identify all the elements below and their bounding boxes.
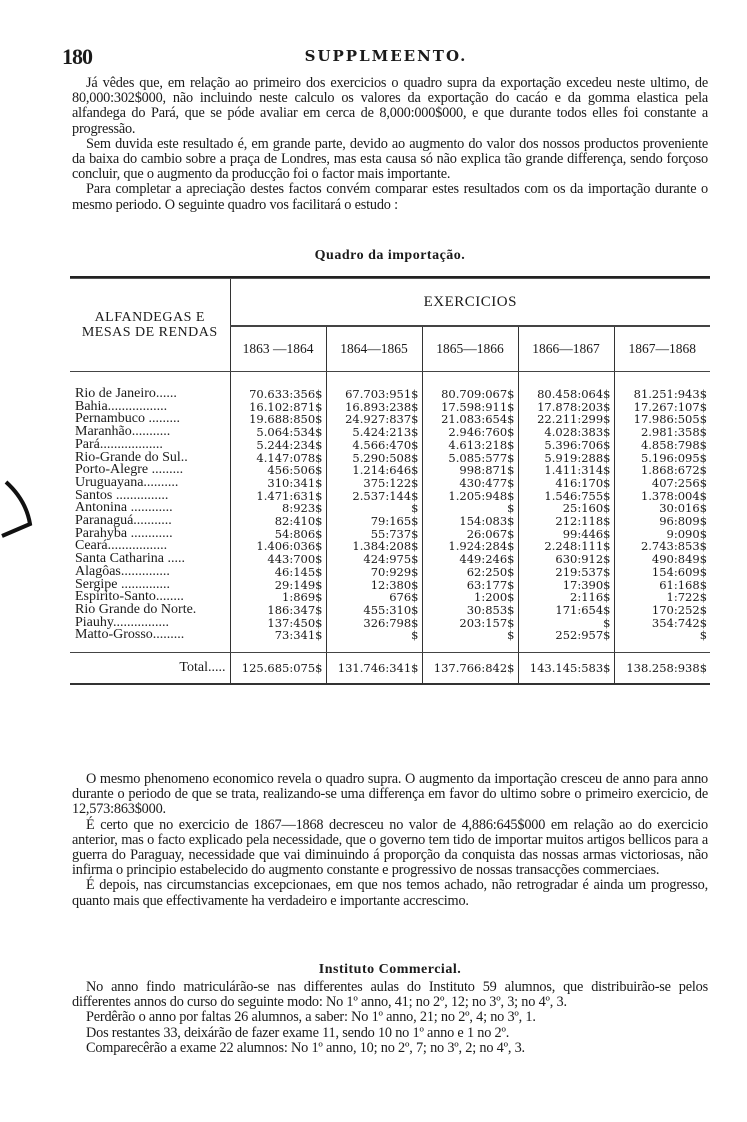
column-header: 1866—1867 — [518, 326, 614, 372]
group-header: EXERCICIOS — [230, 279, 710, 326]
customs-house-name: Rio de Janeiro...... — [75, 386, 177, 401]
value-cell: 17:390$ — [518, 579, 614, 592]
value-cell: 430:477$ — [422, 477, 518, 490]
value-cell: 456:506$ — [230, 464, 326, 477]
value-cell: $ — [518, 617, 614, 630]
column-header: 1867—1868 — [614, 326, 710, 372]
value-cell: 998:871$ — [422, 464, 518, 477]
customs-house-name: Santos ............... — [75, 487, 169, 503]
value-cell: 9:090$ — [614, 528, 710, 541]
total-cell: 143.145:583$ — [518, 653, 614, 685]
customs-house-name: Espirito-Santo........ — [75, 589, 184, 605]
value-cell: 30:853$ — [422, 604, 518, 617]
total-cell: 131.746:341$ — [326, 653, 422, 685]
value-cell: 137:450$ — [230, 617, 326, 630]
value-cell: 26:067$ — [422, 528, 518, 541]
value-cell: $ — [326, 502, 422, 515]
value-cell: 17.878:203$ — [518, 401, 614, 414]
value-cell: 4.858:798$ — [614, 439, 710, 452]
value-cell: 252:957$ — [518, 629, 614, 642]
customs-house-name: Santa Catharina ..... — [75, 551, 186, 567]
paragraph: Sem duvida este resultado é, em grande parte, devido ao augmento do valor dos nossos productos proveniente da baixa do cambio sobre a praça de Londres, mas esta causa só não explica tão grande differença, sendo forçoso concluir, que o augmento da producção foi o factor mais importante. — [72, 135, 708, 183]
value-cell: 1.214:646$ — [326, 464, 422, 477]
value-cell: 354:742$ — [614, 617, 710, 630]
customs-house-name: Ceará................. — [75, 538, 168, 554]
value-cell: 17.986:505$ — [614, 413, 710, 426]
value-cell: 4.147:078$ — [230, 452, 326, 465]
value-cell: 80.458:064$ — [518, 388, 614, 401]
value-cell: 1.406:036$ — [230, 540, 326, 553]
sum-rule-row — [70, 642, 710, 653]
rule-cell — [230, 642, 326, 653]
value-cell: $ — [326, 629, 422, 642]
value-cell: 1.205:948$ — [422, 490, 518, 503]
value-cell: 443:700$ — [230, 553, 326, 566]
value-cell: 1.868:672$ — [614, 464, 710, 477]
paragraph: Para completar a apreciação destes factos convém comparar estes resultados com os da importação durante o mesmo periodo. O seguinte quadro vos facilitará o estudo : — [72, 181, 708, 213]
value-cell: 70:929$ — [326, 566, 422, 579]
customs-house-name: Pará.................. — [75, 436, 163, 452]
total-label: Total..... — [70, 653, 230, 685]
value-cell: 326:798$ — [326, 617, 422, 630]
value-cell: 5.196:095$ — [614, 452, 710, 465]
paragraph: No anno findo matriculárão-se nas differentes aulas do Instituto 59 alumnos, que distribuirão-se pelos differentes annos do curso do seguinte modo: No 1º anno, 41; no 2º, 12; no 3º, 3; no 4º, 3. — [72, 979, 708, 1011]
value-cell: 4.028:383$ — [518, 426, 614, 439]
value-cell: 2.981:358$ — [614, 426, 710, 439]
table-row — [70, 629, 710, 642]
value-cell: 455:310$ — [326, 604, 422, 617]
value-cell: 1.471:631$ — [230, 490, 326, 503]
import-table — [70, 279, 710, 685]
customs-house-name: Bahia................. — [75, 398, 168, 414]
value-cell: 82:410$ — [230, 515, 326, 528]
value-cell: 54:806$ — [230, 528, 326, 541]
value-cell: 212:118$ — [518, 515, 614, 528]
value-cell: 310:341$ — [230, 477, 326, 490]
value-cell: 99:446$ — [518, 528, 614, 541]
value-cell: 407:256$ — [614, 477, 710, 490]
instituto-text — [72, 980, 708, 1056]
column-header: 1864—1865 — [326, 326, 422, 372]
value-cell: 25:160$ — [518, 502, 614, 515]
value-cell: $ — [614, 629, 710, 642]
customs-house-name: Uruguayana.......... — [75, 474, 179, 490]
value-cell: 4.566:470$ — [326, 439, 422, 452]
value-cell: 170:252$ — [614, 604, 710, 617]
paragraph: Perdêrão o anno por faltas 26 alumnos, a saber: No 1º anno, 21; no 2º, 4; no 3º, 1. — [86, 1009, 536, 1026]
value-cell: 1:722$ — [614, 591, 710, 604]
value-cell: 416:170$ — [518, 477, 614, 490]
value-cell: 203:157$ — [422, 617, 518, 630]
value-cell: 1.378:004$ — [614, 490, 710, 503]
value-cell: 219:537$ — [518, 566, 614, 579]
value-cell: 1:200$ — [422, 591, 518, 604]
value-cell: 154:609$ — [614, 566, 710, 579]
paragraph: Já vêdes que, em relação ao primeiro dos exercicios o quadro supra da exportação excedeu neste ultimo, de 80,000:302$000, não incluindo neste calculo os valores da exportação do cacáo e da gomma elastica pela alfandega do Pará, que se póde avaliar em cerca de 8,000:000$000, e que durante todos elles foi constante a progressão. — [72, 75, 708, 137]
instituto-title: Instituto Commercial. — [318, 962, 462, 977]
value-cell: 8:923$ — [230, 502, 326, 515]
running-title: SUPPLMEENTO. — [304, 47, 468, 65]
value-cell: 63:177$ — [422, 579, 518, 592]
value-cell: 2:116$ — [518, 591, 614, 604]
value-cell: 5.424:213$ — [326, 426, 422, 439]
value-cell: 67.703:951$ — [326, 388, 422, 401]
value-cell: 61:168$ — [614, 579, 710, 592]
value-cell: 676$ — [326, 591, 422, 604]
value-cell: 5.064:534$ — [230, 426, 326, 439]
column-header: 1863 —1864 — [230, 326, 326, 372]
value-cell: 1.384:208$ — [326, 540, 422, 553]
value-cell: 2.743:853$ — [614, 540, 710, 553]
table-title: Quadro da importação. — [314, 248, 466, 263]
paragraph: Dos restantes 33, deixárão de fazer exame 11, sendo 10 no 1º anno e 1 no 2º. — [86, 1024, 510, 1041]
value-cell: 1.546:755$ — [518, 490, 614, 503]
value-cell: 375:122$ — [326, 477, 422, 490]
value-cell: 490:849$ — [614, 553, 710, 566]
column-header: 1865—1866 — [422, 326, 518, 372]
customs-house-name: Piauhy................ — [75, 614, 169, 630]
value-cell: 5.244:234$ — [230, 439, 326, 452]
value-cell: 24.927:837$ — [326, 413, 422, 426]
value-cell: 1.924:284$ — [422, 540, 518, 553]
value-cell: 81.251:943$ — [614, 388, 710, 401]
page-number: 180 — [62, 44, 92, 69]
value-cell: 21.083:654$ — [422, 413, 518, 426]
value-cell: 424:975$ — [326, 553, 422, 566]
rule-cell — [326, 642, 422, 653]
value-cell: 1:869$ — [230, 591, 326, 604]
import-table-container — [70, 276, 710, 685]
page-header — [62, 44, 710, 68]
value-cell: 55:737$ — [326, 528, 422, 541]
customs-house-name: Rio Grande do Norte. — [75, 601, 197, 617]
value-cell: 5.290:508$ — [326, 452, 422, 465]
value-cell: 62:250$ — [422, 566, 518, 579]
table-row — [70, 426, 710, 439]
value-cell: $ — [422, 629, 518, 642]
value-cell: 16.893:238$ — [326, 401, 422, 414]
value-cell: 154:083$ — [422, 515, 518, 528]
value-cell: 449:246$ — [422, 553, 518, 566]
value-cell: 5.919:288$ — [518, 452, 614, 465]
customs-house-name: Matto-Grosso......... — [75, 627, 185, 643]
intro-text — [72, 76, 708, 213]
total-row — [70, 653, 710, 685]
rule-cell — [518, 642, 614, 653]
customs-house-name: Antonina ............ — [75, 500, 173, 516]
value-cell: 17.267:107$ — [614, 401, 710, 414]
customs-house-name: Parahyba ............ — [75, 525, 173, 541]
customs-house-name: Sergipe .............. — [75, 576, 171, 592]
value-cell: 80.709:067$ — [422, 388, 518, 401]
value-cell: 22.211:299$ — [518, 413, 614, 426]
value-cell: 5.396:706$ — [518, 439, 614, 452]
customs-house-name: Porto-Alegre ......... — [75, 462, 184, 478]
rule-cell — [614, 642, 710, 653]
customs-house-name: Paranaguá........... — [75, 513, 172, 529]
paragraph: É certo que no exercicio de 1867—1868 decresceu no valor de 4,886:645$000 em relação ao do exercicio anterior, mas o facto explicado pela necessidade, que o governo tem tido de importar muitos artigos bellicos para a guerra do Paraguay, necessidade que vai diminuindo á proporção da conquista das nossas armas victoriosas, não infirma o principio estabelecido do augmento constante e progressivo de nossas transacções commerciaes. — [72, 816, 708, 879]
value-cell: 79:165$ — [326, 515, 422, 528]
paragraph: Comparecêrão a exame 22 alumnos: No 1º anno, 10; no 2º, 7; no 3º, 2; no 4º, 3. — [86, 1039, 525, 1056]
value-cell: 96:809$ — [614, 515, 710, 528]
customs-house-name: Maranhão........... — [75, 424, 171, 440]
value-cell: 70.633:356$ — [230, 388, 326, 401]
value-cell: 16.102:871$ — [230, 401, 326, 414]
value-cell: 73:341$ — [230, 629, 326, 642]
value-cell: 2.946:760$ — [422, 426, 518, 439]
value-cell: 630:912$ — [518, 553, 614, 566]
customs-house-name: Pernambuco ......... — [75, 411, 180, 427]
rule-cell — [70, 642, 230, 653]
rule-cell — [422, 642, 518, 653]
value-cell: 30:016$ — [614, 502, 710, 515]
total-cell: 125.685:075$ — [230, 653, 326, 685]
value-cell: 12:380$ — [326, 579, 422, 592]
analysis-text — [72, 772, 708, 909]
customs-house-name: Alagôas.............. — [75, 563, 170, 579]
customs-house-name: Rio-Grande do Sul.. — [75, 449, 188, 465]
value-cell: 46:145$ — [230, 566, 326, 579]
value-cell: 171:654$ — [518, 604, 614, 617]
value-cell: 2.537:144$ — [326, 490, 422, 503]
paragraph: O mesmo phenomeno economico revela o quadro supra. O augmento da importação cresceu de anno para anno durante o periodo de que se trata, realizando-se uma differença em favor do ultimo sobre o primeiro exercicio, de 12,573:863$000. — [72, 771, 708, 818]
value-cell: 5.085:577$ — [422, 452, 518, 465]
value-cell: 29:149$ — [230, 579, 326, 592]
value-cell: 1.411:314$ — [518, 464, 614, 477]
total-cell: 138.258:938$ — [614, 653, 710, 685]
paragraph: É depois, nas circumstancias excepcionaes, em que nos temos achado, não retrogradar é ainda um progresso, quanto mais que effectivamente ha verdadeiro e importante accrescimo. — [72, 877, 708, 909]
margin-bracket-mark — [0, 478, 36, 538]
value-cell: 186:347$ — [230, 604, 326, 617]
total-cell: 137.766:842$ — [422, 653, 518, 685]
value-cell: $ — [422, 502, 518, 515]
value-cell: 2.248:111$ — [518, 540, 614, 553]
value-cell: 17.598:911$ — [422, 401, 518, 414]
value-cell: 19.688:850$ — [230, 413, 326, 426]
value-cell: 4.613:218$ — [422, 439, 518, 452]
row-header: ALFANDEGAS E MESAS DE RENDAS — [81, 310, 218, 340]
